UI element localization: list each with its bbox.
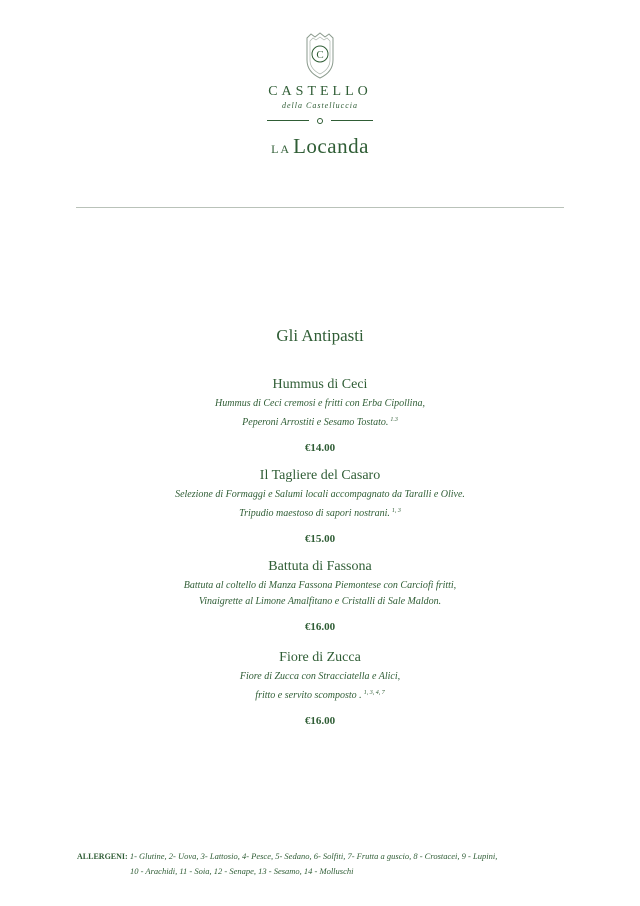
- item-price: €15.00: [304, 533, 336, 545]
- item-description: Fiore di Zucca con Stracciatella e Alici, fritto e servito scomposto . $^{1, 3, 4, 7}$: [239, 671, 401, 701]
- svg-text:C: C: [316, 49, 324, 61]
- allergen-list-line2: 10 - Arachidi, 11 - Soia, 12 - Senape, 13 - Sesamo, 14 - Molluschi: [130, 866, 354, 876]
- item-allergens: 1.3: [390, 417, 398, 423]
- item-name: Il Tagliere del Casaro: [259, 468, 381, 483]
- item-name: Battuta di Fassona: [268, 559, 372, 574]
- item-allergens: 1, 3, 4, 7: [363, 690, 385, 696]
- item-description: Hummus di Ceci cremosi e fritti con Erba Cipollina, Peperoni Arrostiti e Sesamo Tostato. $^{1.3}$: [215, 398, 425, 428]
- item-name: Fiore di Zucca: [279, 650, 361, 665]
- restaurant-name: [0, 134, 640, 159]
- section-title: Gli Antipasti: [276, 326, 364, 345]
- ornament-divider: [267, 118, 373, 124]
- brand-name: CASTELLO: [268, 84, 372, 99]
- allergen-legend: [77, 849, 577, 879]
- logo-block: [0, 32, 640, 159]
- allergen-label: ALLERGENI:: [77, 852, 128, 861]
- item-allergens: 1, 3: [391, 508, 401, 514]
- allergen-list-line1: 1- Glutine, 2- Uova, 3- Lattosio, 4- Pesce, 5- Sedano, 6- Solfiti, 7- Frutta a guscio, 8 - Crostacei, 9 - Lupini,: [129, 851, 498, 861]
- item-description: Selezione di Formaggi e Salumi locali accompagnato da Taralli e Olive. Tripudio maestoso di sapori nostrani. $^{1, 3}$: [175, 489, 465, 519]
- brand-subtitle: della Castelluccia: [282, 101, 358, 110]
- menu-item: [0, 559, 640, 633]
- menu-item: [0, 377, 640, 454]
- restaurant-title: Locanda: [293, 134, 369, 158]
- castle-crest-icon: [303, 32, 337, 80]
- item-description: Battuta al coltello di Manza Fassona Piemontese con Carciofi fritti, Vinaigrette al Limone Amalfitano e Cristalli di Sale Maldon.: [183, 580, 457, 607]
- item-price: €16.00: [304, 715, 336, 727]
- header-divider: [76, 207, 564, 208]
- item-price: €14.00: [304, 442, 336, 454]
- item-name: Hummus di Ceci: [272, 377, 368, 392]
- restaurant-prefix: LA: [271, 142, 292, 156]
- menu-item: [0, 468, 640, 545]
- menu-item: [0, 650, 640, 727]
- item-price: €16.00: [304, 621, 336, 633]
